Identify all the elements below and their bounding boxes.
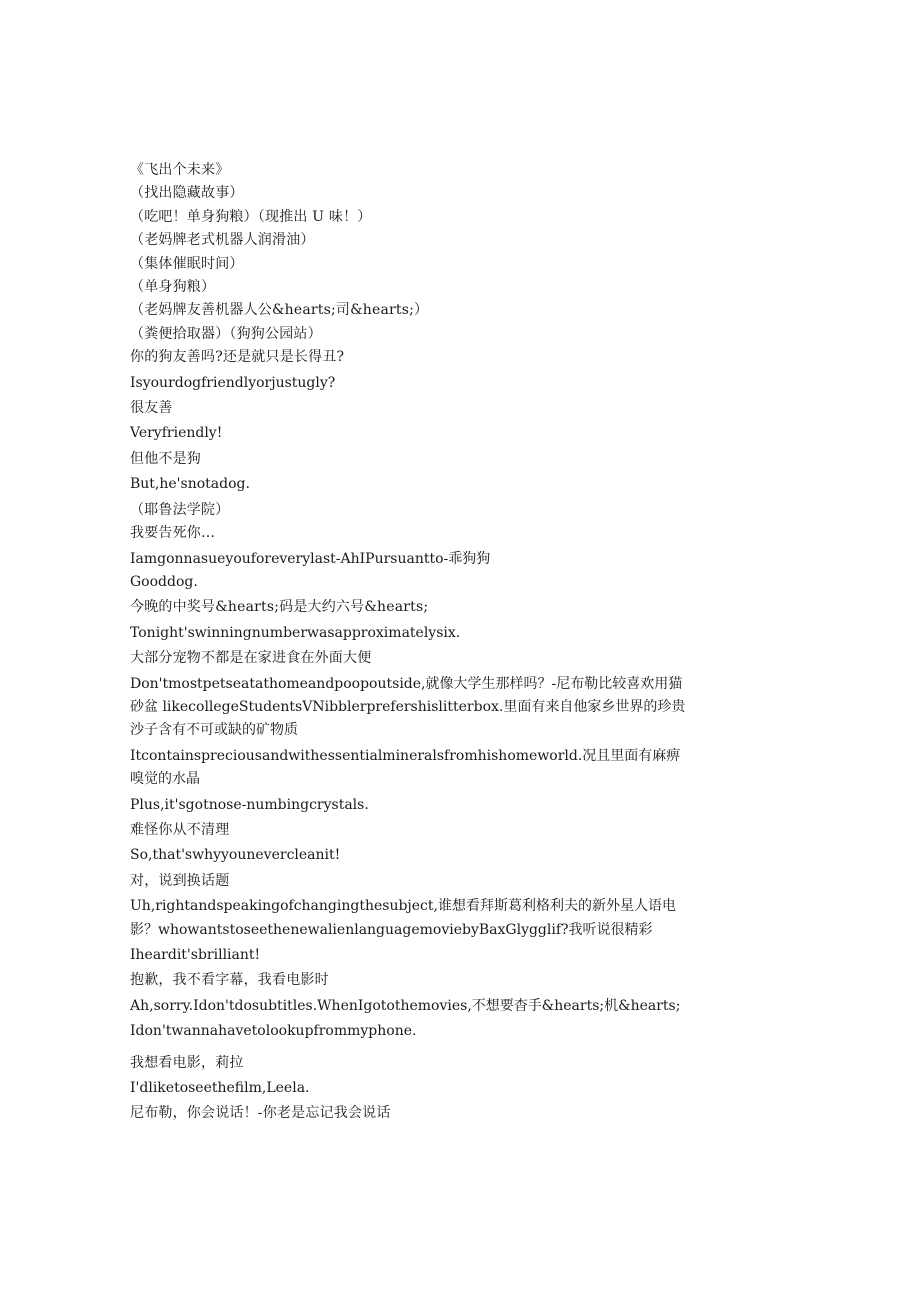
text-line: （老妈牌友善机器人公&hearts;司&hearts;）	[130, 302, 429, 319]
text-line: Isyourdogfriendlyorjustugly?	[130, 374, 336, 391]
text-line: Ah,sorry.Idon'tdosubtitles.WhenIgotothemovies,不想要杳手&hearts;机&hearts;	[130, 997, 681, 1014]
text-line: Iamgonnasueyouforeverylast-AhIPursuantto-乖狗狗	[130, 550, 491, 567]
text-line: 今晚的中奖号&hearts;码是大约六号&hearts;	[130, 599, 429, 616]
text-paragraph: Uh,rightandspeakingofchangingthesubject,谁想看拜斯葛利格利夫的新外星人语电影？whowantstoseethenewalienlanguagemoviebyBaxGlygglif?我听说很精彩	[130, 898, 676, 938]
text-line: Tonight'swinningnumberwasapproximatelysix.	[130, 624, 461, 641]
text-line: But,he'snotadog.	[130, 476, 250, 493]
text-line: （老妈牌老式机器人润滑油）	[130, 232, 315, 249]
text-line: 尼布勒，你会说话！-你老是忘记我会说话	[130, 1105, 391, 1122]
text-line: 大部分宠物不都是在家进食在外面大便	[130, 650, 372, 667]
text-paragraph: Don'tmostpetseatathomeandpoopoutside,就像大学生那样吗？-尼布勒比较喜欢用猫砂盆 likecollegeStudentsVNibblerprefershislitterbox.里面有来自他家乡世界的珍贵沙子含有不可或缺的矿物质	[130, 675, 686, 739]
text-line: 我想看电影，莉拉	[130, 1054, 244, 1071]
text-line: 但他不是狗	[130, 450, 201, 467]
text-line: （集体催眠时间）	[130, 255, 244, 272]
text-line: （找出隐藏故事）	[130, 185, 244, 202]
text-line: Iheardit'sbrilliant!	[130, 947, 261, 963]
text-paragraph: Itcontainspreciousandwithessentialmineralsfromhishomeworld.况且里面有麻痹嗅觉的水晶	[130, 747, 681, 788]
text-line: 抱歉，我不看字幕，我看电影时	[130, 972, 329, 989]
text-line: 很友善	[130, 400, 173, 417]
text-line: Veryfriendly!	[130, 425, 223, 442]
text-line: （单身狗粮）	[130, 279, 216, 296]
text-line: （耶鲁法学院）	[130, 501, 230, 518]
text-line: 难怪你从不清理	[130, 821, 230, 838]
document-body	[130, 159, 690, 1126]
text-line: Idon'twannahavetolookupfrommyphone.	[130, 1023, 417, 1040]
text-line: 对，说到换话题	[130, 872, 230, 889]
text-line: （粪便拾取器）（狗狗公园站）	[130, 325, 322, 342]
text-line: I'dliketoseethefilm,Leela.	[130, 1080, 310, 1097]
text-line: 我要告死你…	[130, 525, 216, 542]
text-line: Plus,it'sgotnose-numbingcrystals.	[130, 796, 369, 813]
text-line: 你的狗友善吗?还是就只是长得丑?	[130, 349, 345, 366]
text-line: （吃吧！单身狗粮）（现推出 U 味！）	[130, 208, 372, 225]
text-line: Gooddog.	[130, 573, 198, 590]
text-line-title: 《飞出个未来》	[130, 162, 230, 178]
text-line: So,that'swhyyounevercleanit!	[130, 847, 341, 864]
